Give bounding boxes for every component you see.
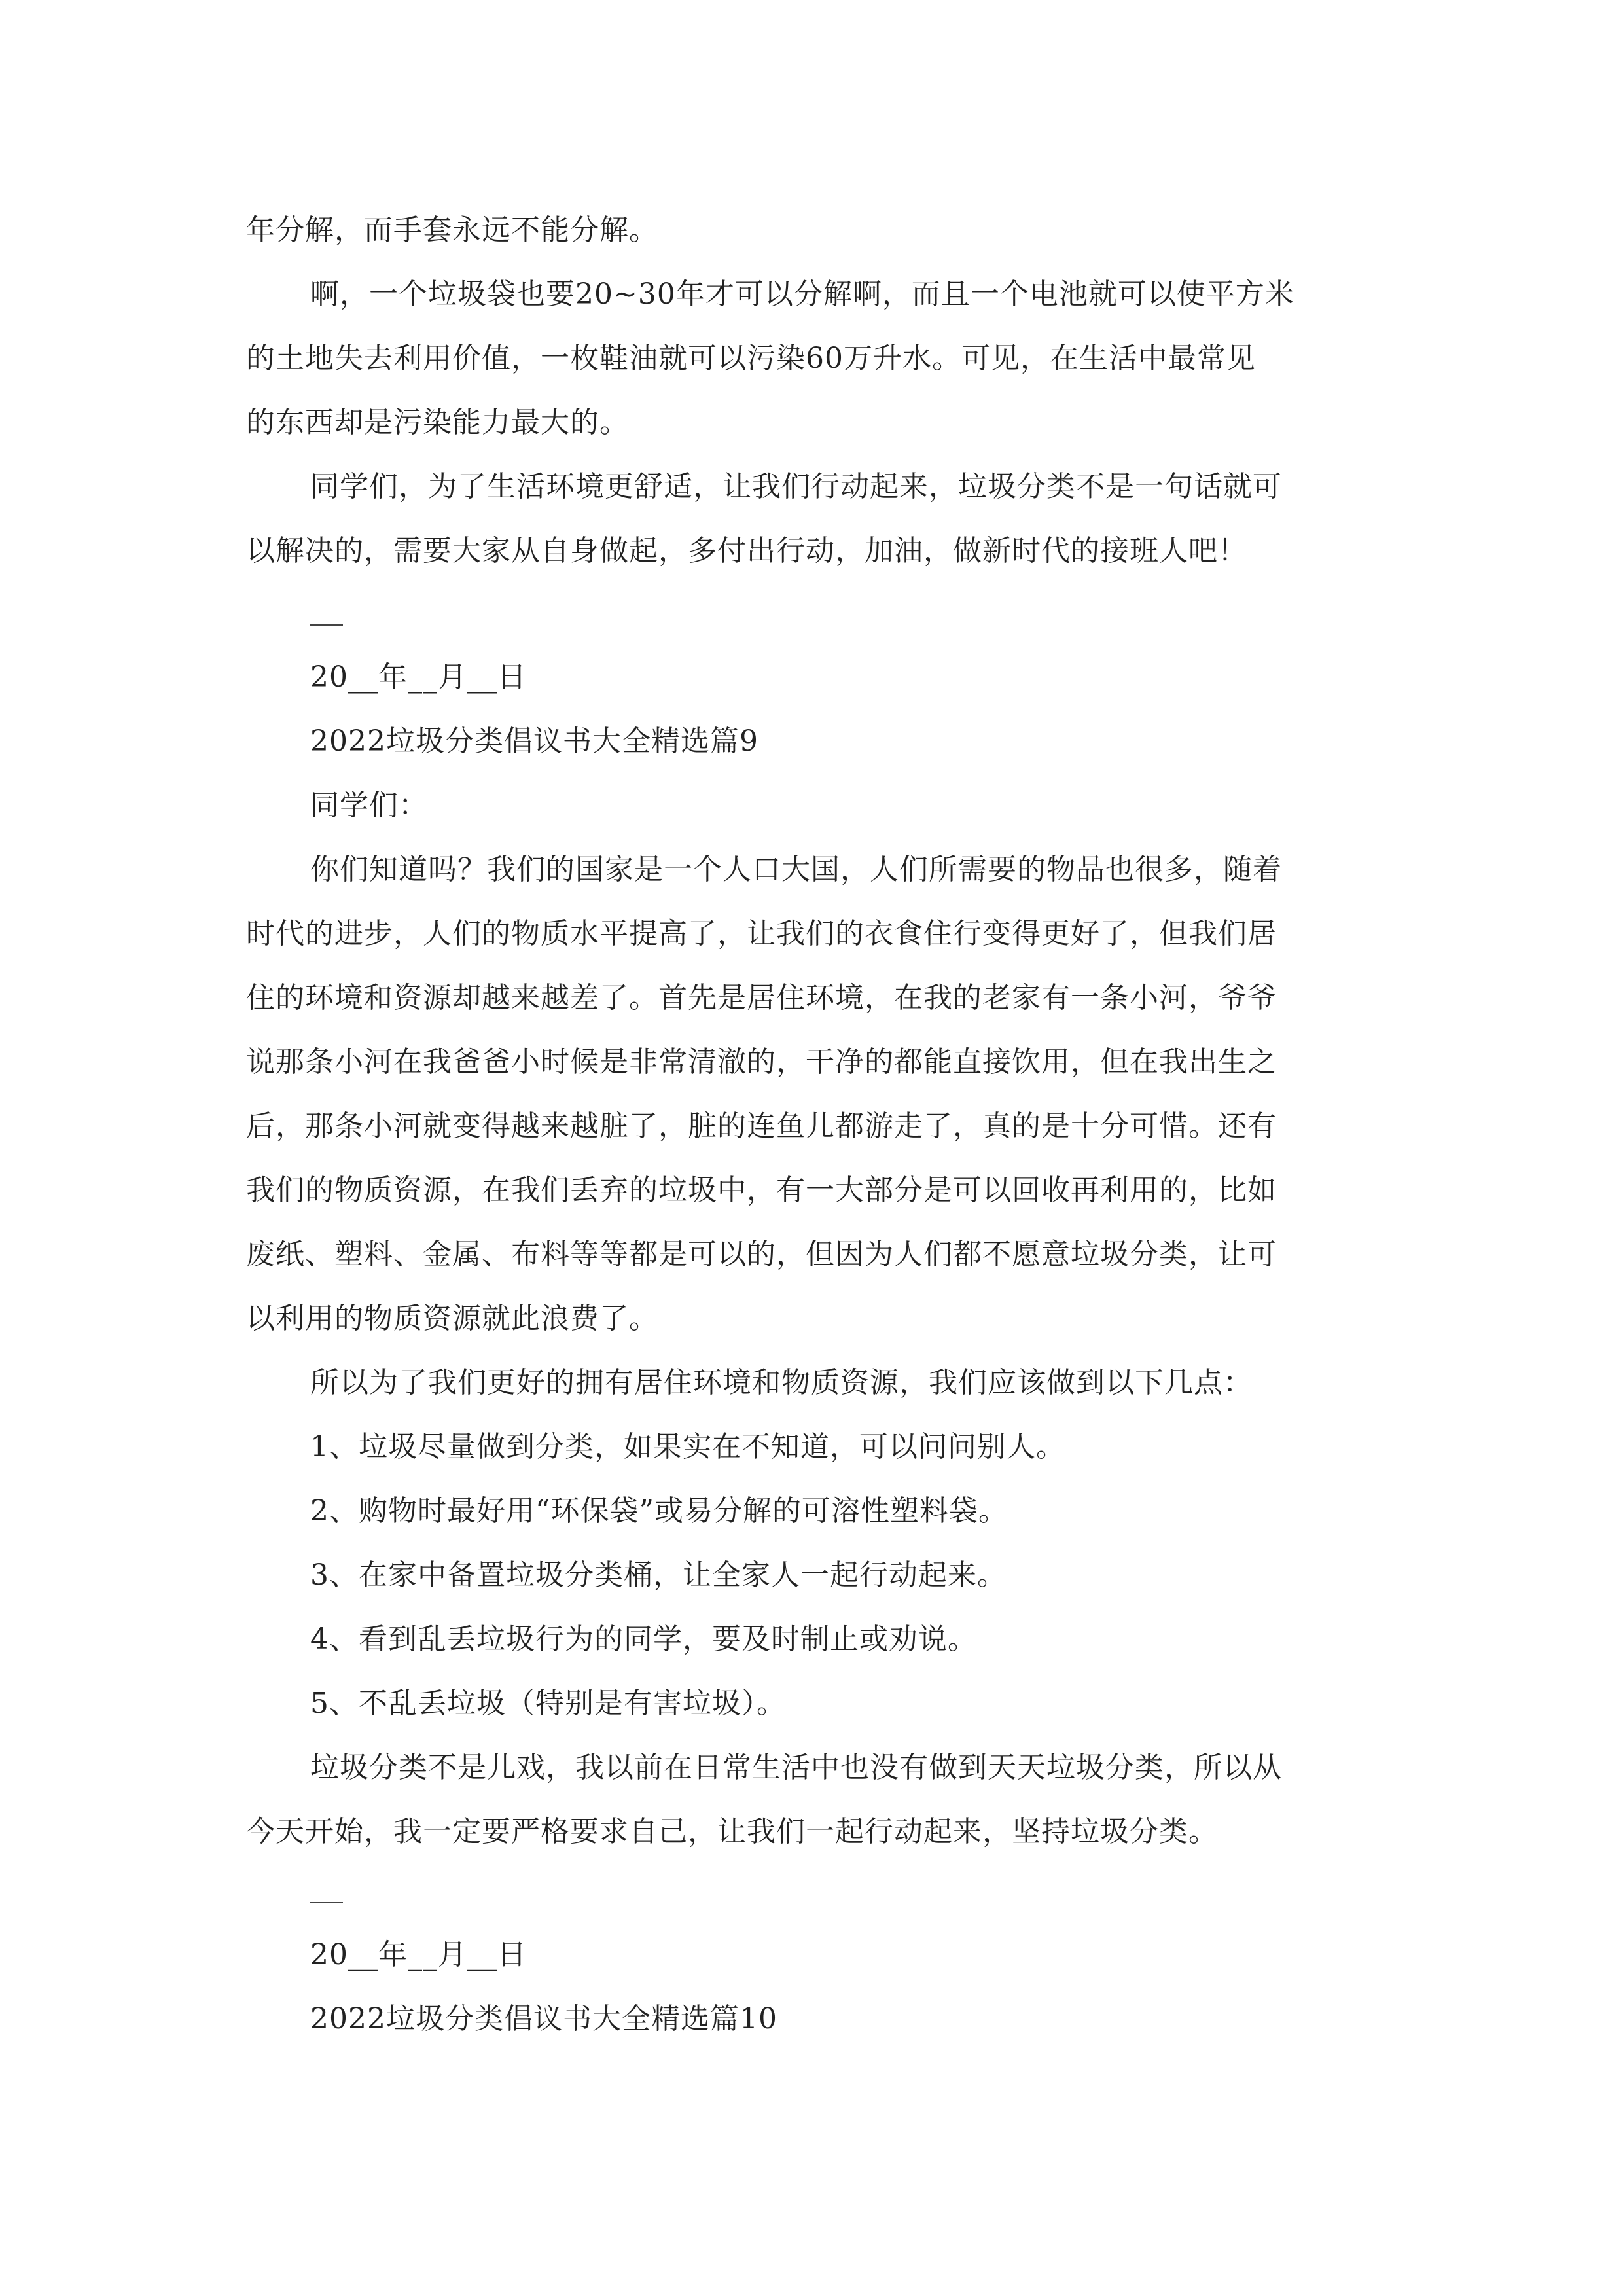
paragraph-line: 说那条小河在我爸爸小时候是非常清澈的，干净的都能直接饮用，但在我出生之: [246, 1045, 1277, 1079]
paragraph-line: 的东西却是污染能力最大的。: [246, 406, 629, 439]
paragraph-line: 垃圾分类不是儿戏，我以前在日常生活中也没有做到天天垃圾分类，所以从: [310, 1751, 1282, 1784]
paragraph-line: 废纸、塑料、金属、布料等等都是可以的，但因为人们都不愿意垃圾分类，让可: [246, 1238, 1277, 1271]
date-line: 20__年__月__日: [310, 660, 527, 694]
list-item: 2、购物时最好用“环保袋”或易分解的可溶性塑料袋。: [310, 1494, 1008, 1528]
paragraph-line: 的土地失去利用价值，一枚鞋油就可以污染60万升水。可见，在生活中最常见: [246, 342, 1256, 375]
paragraph-line: 年分解，而手套永远不能分解。: [246, 213, 658, 247]
list-item: 4、看到乱丢垃圾行为的同学，要及时制止或劝说。: [310, 1623, 977, 1656]
paragraph-line: 以解决的，需要大家从自身做起，多付出行动，加油，做新时代的接班人吧！: [246, 534, 1247, 567]
paragraph-line: 所以为了我们更好的拥有居住环境和物质资源，我们应该做到以下几点：: [310, 1366, 1253, 1399]
section-heading: 2022垃圾分类倡议书大全精选篇9: [310, 725, 758, 758]
signature-dash: [310, 624, 343, 626]
paragraph-line: 今天开始，我一定要严格要求自己，让我们一起行动起来，坚持垃圾分类。: [246, 1815, 1218, 1848]
section-heading: 2022垃圾分类倡议书大全精选篇10: [310, 2002, 777, 2036]
paragraph-line: 后，那条小河就变得越来越脏了，脏的连鱼儿都游走了，真的是十分可惜。还有: [246, 1109, 1277, 1143]
paragraph-line: 我们的物质资源，在我们丢弃的垃圾中，有一大部分是可以回收再利用的，比如: [246, 1174, 1277, 1207]
paragraph-line: 时代的进步，人们的物质水平提高了，让我们的衣食住行变得更好了，但我们居: [246, 917, 1277, 950]
paragraph-line: 你们知道吗？我们的国家是一个人口大国，人们所需要的物品也很多，随着: [310, 853, 1282, 886]
list-item: 5、不乱丢垃圾（特别是有害垃圾）。: [310, 1687, 786, 1720]
paragraph-line: 住的环境和资源却越来越差了。首先是居住环境，在我的老家有一条小河，爷爷: [246, 981, 1277, 1014]
date-line: 20__年__月__日: [310, 1938, 527, 1971]
signature-dash: [310, 1902, 343, 1903]
salutation: 同学们：: [310, 789, 428, 822]
paragraph-line: 啊，一个垃圾袋也要20~30年才可以分解啊，而且一个电池就可以使平方米: [310, 278, 1294, 311]
paragraph-line: 同学们，为了生活环境更舒适，让我们行动起来，垃圾分类不是一句话就可: [310, 470, 1282, 503]
paragraph-line: 以利用的物质资源就此浪费了。: [246, 1302, 658, 1335]
list-item: 3、在家中备置垃圾分类桶，让全家人一起行动起来。: [310, 1558, 1007, 1592]
list-item: 1、垃圾尽量做到分类，如果实在不知道，可以问问别人。: [310, 1430, 1065, 1463]
